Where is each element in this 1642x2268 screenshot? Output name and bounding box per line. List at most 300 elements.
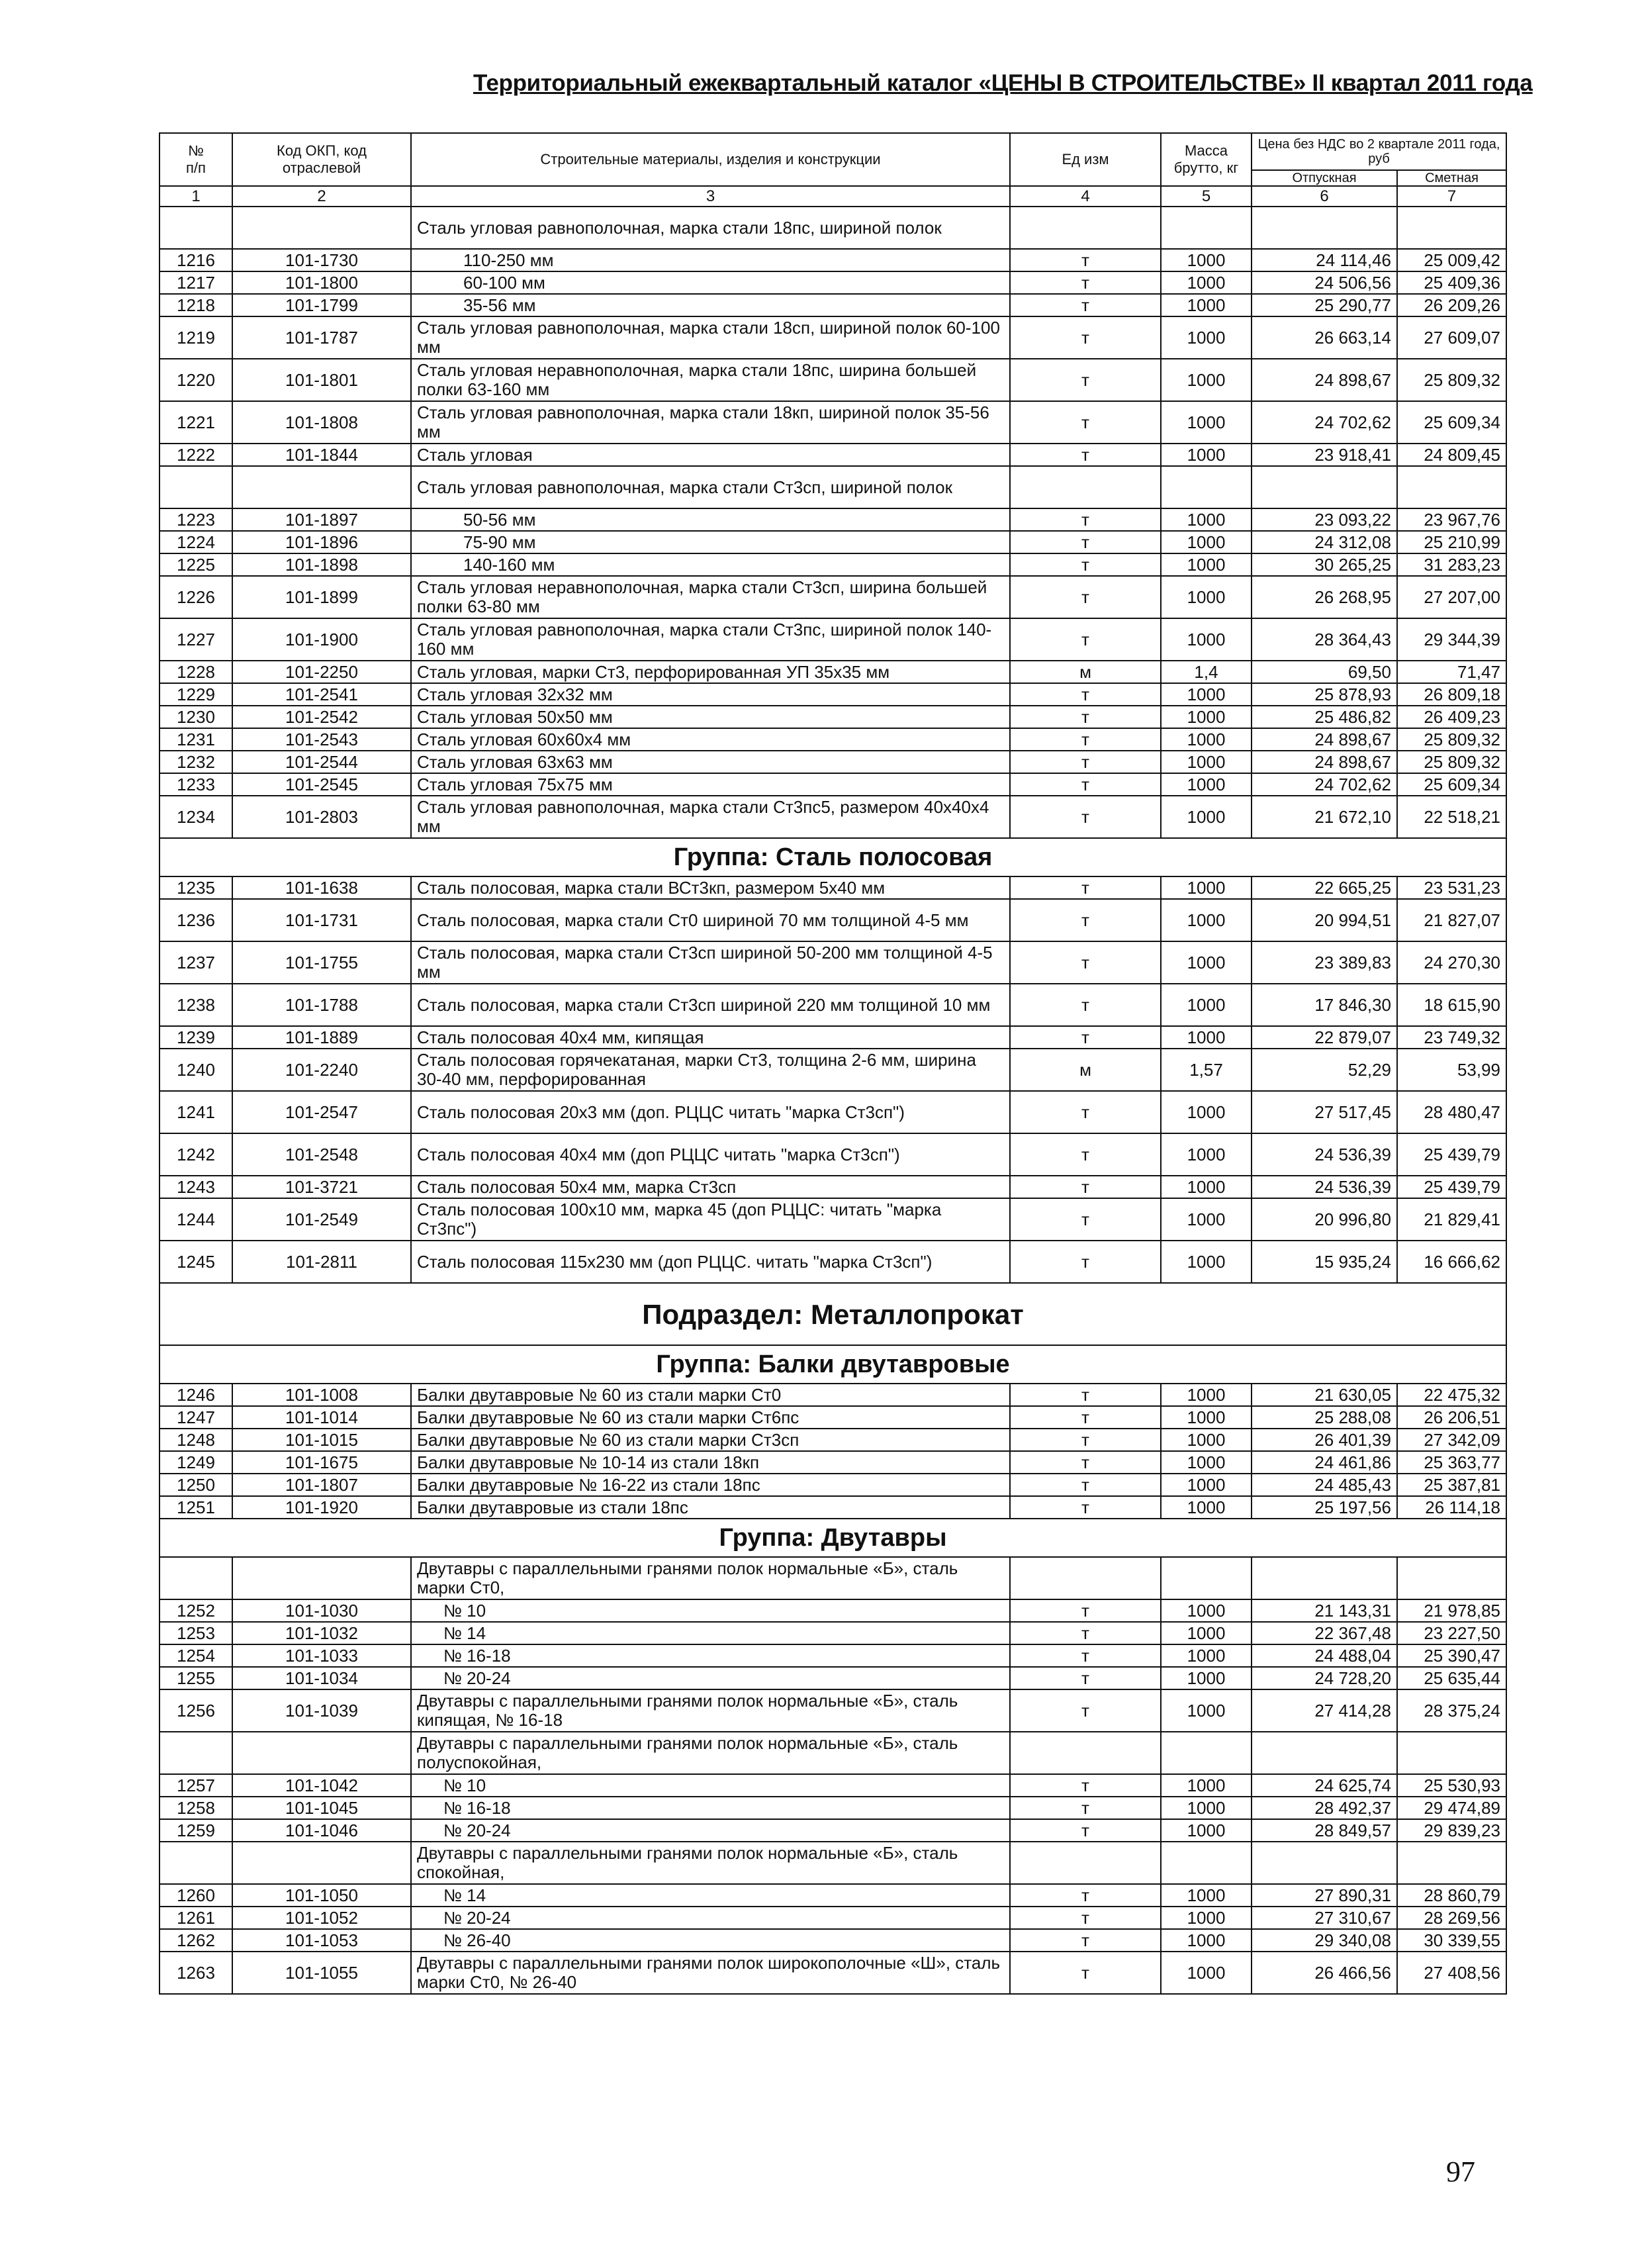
row-number: 1217 [160, 271, 232, 294]
table-row [160, 796, 1506, 838]
estimate-price: 28 269,56 [1397, 1907, 1506, 1929]
row-number: 1248 [160, 1429, 232, 1451]
unit-cell: т [1010, 1774, 1161, 1797]
unit-cell: т [1010, 706, 1161, 728]
material-description: Сталь угловая 63х63 мм [411, 751, 1010, 773]
mass-cell: 1000 [1161, 1819, 1252, 1842]
estimate-price: 31 283,23 [1397, 553, 1506, 576]
estimate-price: 24 809,45 [1397, 444, 1506, 466]
mass-cell: 1000 [1161, 1907, 1252, 1929]
table-row [160, 1133, 1506, 1176]
mass-cell: 1000 [1161, 249, 1252, 271]
estimate-price: 30 339,55 [1397, 1929, 1506, 1952]
unit-cell: т [1010, 751, 1161, 773]
row-number: 1241 [160, 1091, 232, 1133]
product-code: 101-2545 [232, 773, 411, 796]
row-number: 1226 [160, 576, 232, 618]
row-number: 1224 [160, 531, 232, 553]
unit-cell: т [1010, 1026, 1161, 1049]
product-code: 101-1787 [232, 316, 411, 359]
release-price: 25 290,77 [1252, 294, 1397, 316]
unit-cell: т [1010, 508, 1161, 531]
estimate-price: 25 609,34 [1397, 773, 1506, 796]
unit-cell [1010, 1732, 1161, 1774]
material-description: Сталь полосовая, марка стали Ст3сп шириной 220 мм толщиной 10 мм [411, 984, 1010, 1026]
column-number: 7 [1397, 186, 1506, 207]
release-price: 26 401,39 [1252, 1429, 1397, 1451]
table-row [160, 444, 1506, 466]
unit-cell: т [1010, 444, 1161, 466]
column-number: 6 [1252, 186, 1397, 207]
table-row [160, 1689, 1506, 1732]
table-row [160, 1049, 1506, 1091]
row-number: 1225 [160, 553, 232, 576]
release-price [1252, 466, 1397, 508]
release-price: 26 466,56 [1252, 1952, 1397, 1994]
release-price: 24 114,46 [1252, 249, 1397, 271]
header-price-estimate: Сметная [1397, 170, 1506, 186]
group-row [160, 1345, 1506, 1384]
unit-cell: т [1010, 796, 1161, 838]
material-description: 35-56 мм [411, 294, 1010, 316]
unit-cell: т [1010, 316, 1161, 359]
estimate-price: 21 827,07 [1397, 899, 1506, 941]
product-code: 101-2543 [232, 728, 411, 751]
column-number: 5 [1161, 186, 1252, 207]
unit-cell: т [1010, 1176, 1161, 1198]
row-number: 1239 [160, 1026, 232, 1049]
mass-cell: 1000 [1161, 531, 1252, 553]
unit-cell: т [1010, 683, 1161, 706]
unit-cell: т [1010, 1496, 1161, 1519]
row-number: 1259 [160, 1819, 232, 1842]
product-code: 101-1730 [232, 249, 411, 271]
mass-cell [1161, 207, 1252, 249]
table-row [160, 1198, 1506, 1241]
product-code: 101-1015 [232, 1429, 411, 1451]
table-row [160, 1929, 1506, 1952]
mass-cell: 1000 [1161, 618, 1252, 661]
table-row [160, 401, 1506, 444]
row-number: 1257 [160, 1774, 232, 1797]
release-price: 24 898,67 [1252, 751, 1397, 773]
material-description: Сталь угловая 32х32 мм [411, 683, 1010, 706]
unit-cell: т [1010, 1198, 1161, 1241]
estimate-price: 23 749,32 [1397, 1026, 1506, 1049]
release-price: 20 996,80 [1252, 1198, 1397, 1241]
product-code: 101-1014 [232, 1406, 411, 1429]
material-description: Двутавры с параллельными гранями полок нормальные «Б», сталь марки Ст0, [411, 1557, 1010, 1599]
release-price: 21 143,31 [1252, 1599, 1397, 1622]
table-row [160, 1732, 1506, 1774]
product-code: 101-2250 [232, 661, 411, 683]
material-description: Сталь полосовая, марка стали Ст3сп шириной 50-200 мм толщиной 4-5 мм [411, 941, 1010, 984]
material-description: Сталь угловая равнополочная, марка стали Ст3сп, шириной полок [411, 466, 1010, 508]
unit-cell [1010, 1557, 1161, 1599]
mass-cell: 1000 [1161, 1496, 1252, 1519]
unit-cell: т [1010, 1133, 1161, 1176]
release-price: 30 265,25 [1252, 553, 1397, 576]
table-row [160, 1496, 1506, 1519]
release-price: 27 310,67 [1252, 1907, 1397, 1929]
mass-cell: 1000 [1161, 1176, 1252, 1198]
row-number: 1246 [160, 1384, 232, 1406]
product-code: 101-1920 [232, 1496, 411, 1519]
estimate-price [1397, 466, 1506, 508]
mass-cell: 1000 [1161, 1198, 1252, 1241]
estimate-price: 23 531,23 [1397, 876, 1506, 899]
estimate-price: 28 375,24 [1397, 1689, 1506, 1732]
mass-cell: 1000 [1161, 984, 1252, 1026]
estimate-price: 28 480,47 [1397, 1091, 1506, 1133]
table-row [160, 1429, 1506, 1451]
unit-cell: т [1010, 1819, 1161, 1842]
unit-cell: т [1010, 271, 1161, 294]
row-number: 1245 [160, 1241, 232, 1283]
row-number: 1251 [160, 1496, 232, 1519]
unit-cell: т [1010, 1952, 1161, 1994]
table-row [160, 249, 1506, 271]
table-row [160, 1884, 1506, 1907]
table-row [160, 984, 1506, 1026]
estimate-price: 27 207,00 [1397, 576, 1506, 618]
row-number: 1263 [160, 1952, 232, 1994]
table-row [160, 618, 1506, 661]
release-price: 22 367,48 [1252, 1622, 1397, 1644]
material-description: Двутавры с параллельными гранями полок нормальные «Б», сталь спокойная, [411, 1842, 1010, 1884]
row-number: 1262 [160, 1929, 232, 1952]
unit-cell: т [1010, 1384, 1161, 1406]
estimate-price: 29 344,39 [1397, 618, 1506, 661]
material-description: Сталь полосовая 100х10 мм, марка 45 (доп РЦЦС: читать "марка Ст3пс") [411, 1198, 1010, 1241]
unit-cell: м [1010, 661, 1161, 683]
release-price [1252, 1732, 1397, 1774]
material-description: Сталь угловая 50х50 мм [411, 706, 1010, 728]
price-table [159, 132, 1507, 1995]
unit-cell: т [1010, 553, 1161, 576]
row-number: 1218 [160, 294, 232, 316]
estimate-price: 27 342,09 [1397, 1429, 1506, 1451]
release-price: 25 878,93 [1252, 683, 1397, 706]
estimate-price: 28 860,79 [1397, 1884, 1506, 1907]
unit-cell: м [1010, 1049, 1161, 1091]
group-title: Группа: Балки двутавровые [160, 1345, 1506, 1384]
row-number: 1227 [160, 618, 232, 661]
material-description: Сталь угловая неравнополочная, марка стали 18пс, ширина большей полки 63-160 мм [411, 359, 1010, 401]
unit-cell: т [1010, 1241, 1161, 1283]
estimate-price: 29 839,23 [1397, 1819, 1506, 1842]
table-row [160, 876, 1506, 899]
product-code: 101-2542 [232, 706, 411, 728]
mass-cell: 1000 [1161, 1667, 1252, 1689]
material-description: Сталь угловая равнополочная, марка стали Ст3пс5, размером 40х40х4 мм [411, 796, 1010, 838]
product-code: 101-1638 [232, 876, 411, 899]
table-row [160, 1819, 1506, 1842]
unit-cell: т [1010, 1406, 1161, 1429]
release-price: 26 268,95 [1252, 576, 1397, 618]
product-code: 101-1046 [232, 1819, 411, 1842]
unit-cell: т [1010, 1667, 1161, 1689]
material-description: 140-160 мм [411, 553, 1010, 576]
mass-cell: 1000 [1161, 899, 1252, 941]
table-row [160, 1797, 1506, 1819]
product-code: 101-3721 [232, 1176, 411, 1198]
table-row [160, 1907, 1506, 1929]
material-description: № 26-40 [411, 1929, 1010, 1952]
material-description: Балки двутавровые № 10-14 из стали 18кп [411, 1451, 1010, 1474]
material-description: Балки двутавровые из стали 18пс [411, 1496, 1010, 1519]
unit-cell: т [1010, 728, 1161, 751]
table-row [160, 1557, 1506, 1599]
material-description: Сталь угловая равнополочная, марка стали 18пс, шириной полок [411, 207, 1010, 249]
product-code: 101-2240 [232, 1049, 411, 1091]
row-number [160, 1557, 232, 1599]
mass-cell: 1000 [1161, 796, 1252, 838]
estimate-price: 27 609,07 [1397, 316, 1506, 359]
release-price: 24 702,62 [1252, 401, 1397, 444]
estimate-price: 25 439,79 [1397, 1176, 1506, 1198]
product-code: 101-1731 [232, 899, 411, 941]
mass-cell [1161, 1842, 1252, 1884]
table-row [160, 773, 1506, 796]
material-description: Сталь угловая, марки Ст3, перфорированная УП 35х35 мм [411, 661, 1010, 683]
row-number: 1261 [160, 1907, 232, 1929]
table-row [160, 1026, 1506, 1049]
estimate-price: 25 009,42 [1397, 249, 1506, 271]
row-number: 1237 [160, 941, 232, 984]
estimate-price: 27 408,56 [1397, 1952, 1506, 1994]
mass-cell: 1000 [1161, 1797, 1252, 1819]
estimate-price: 29 474,89 [1397, 1797, 1506, 1819]
product-code: 101-1034 [232, 1667, 411, 1689]
release-price: 24 536,39 [1252, 1133, 1397, 1176]
mass-cell: 1,4 [1161, 661, 1252, 683]
material-description: Сталь угловая [411, 444, 1010, 466]
release-price: 24 506,56 [1252, 271, 1397, 294]
material-description: № 10 [411, 1774, 1010, 1797]
product-code: 101-1896 [232, 531, 411, 553]
table-row [160, 706, 1506, 728]
unit-cell: т [1010, 1451, 1161, 1474]
row-number: 1234 [160, 796, 232, 838]
estimate-price: 25 409,36 [1397, 271, 1506, 294]
unit-cell: т [1010, 1474, 1161, 1496]
table-row [160, 466, 1506, 508]
row-number: 1254 [160, 1644, 232, 1667]
release-price: 20 994,51 [1252, 899, 1397, 941]
product-code: 101-1042 [232, 1774, 411, 1797]
unit-cell: т [1010, 1929, 1161, 1952]
mass-cell: 1000 [1161, 1952, 1252, 1994]
material-description: 50-56 мм [411, 508, 1010, 531]
material-description: Балки двутавровые № 60 из стали марки Ст0 [411, 1384, 1010, 1406]
row-number: 1242 [160, 1133, 232, 1176]
release-price: 24 898,67 [1252, 359, 1397, 401]
product-code: 101-1889 [232, 1026, 411, 1049]
mass-cell: 1000 [1161, 1091, 1252, 1133]
product-code: 101-1008 [232, 1384, 411, 1406]
product-code: 101-1052 [232, 1907, 411, 1929]
product-code: 101-1844 [232, 444, 411, 466]
row-number: 1249 [160, 1451, 232, 1474]
mass-cell: 1000 [1161, 1774, 1252, 1797]
material-description: Сталь угловая неравнополочная, марка стали Ст3сп, ширина большей полки 63-80 мм [411, 576, 1010, 618]
row-number: 1256 [160, 1689, 232, 1732]
release-price: 25 197,56 [1252, 1496, 1397, 1519]
row-number: 1228 [160, 661, 232, 683]
table-row [160, 1451, 1506, 1474]
estimate-price: 18 615,90 [1397, 984, 1506, 1026]
unit-cell [1010, 1842, 1161, 1884]
page-number: 97 [1446, 2155, 1475, 2188]
row-number: 1223 [160, 508, 232, 531]
product-code: 101-1055 [232, 1952, 411, 1994]
mass-cell: 1000 [1161, 941, 1252, 984]
product-code: 101-1053 [232, 1929, 411, 1952]
row-number: 1240 [160, 1049, 232, 1091]
subsection-row [160, 1283, 1506, 1345]
unit-cell: т [1010, 1599, 1161, 1622]
release-price: 24 625,74 [1252, 1774, 1397, 1797]
table-row [160, 1644, 1506, 1667]
mass-cell: 1,57 [1161, 1049, 1252, 1091]
table-row [160, 316, 1506, 359]
release-price: 29 340,08 [1252, 1929, 1397, 1952]
row-number: 1252 [160, 1599, 232, 1622]
release-price: 22 665,25 [1252, 876, 1397, 899]
estimate-price: 16 666,62 [1397, 1241, 1506, 1283]
unit-cell: т [1010, 1884, 1161, 1907]
release-price: 15 935,24 [1252, 1241, 1397, 1283]
material-description: № 20-24 [411, 1907, 1010, 1929]
table-row [160, 1622, 1506, 1644]
product-code [232, 466, 411, 508]
row-number: 1247 [160, 1406, 232, 1429]
product-code: 101-1675 [232, 1451, 411, 1474]
product-code: 101-2547 [232, 1091, 411, 1133]
column-number: 4 [1010, 186, 1161, 207]
material-description: № 20-24 [411, 1667, 1010, 1689]
material-description: Балки двутавровые № 16-22 из стали 18пс [411, 1474, 1010, 1496]
unit-cell: т [1010, 1797, 1161, 1819]
estimate-price: 23 967,76 [1397, 508, 1506, 531]
row-number: 1219 [160, 316, 232, 359]
unit-cell: т [1010, 401, 1161, 444]
mass-cell: 1000 [1161, 728, 1252, 751]
row-number: 1229 [160, 683, 232, 706]
material-description: № 16-18 [411, 1797, 1010, 1819]
material-description: Двутавры с параллельными гранями полок широкополочные «Ш», сталь марки Ст0, № 26-40 [411, 1952, 1010, 1994]
mass-cell: 1000 [1161, 401, 1252, 444]
release-price: 28 364,43 [1252, 618, 1397, 661]
release-price: 25 486,82 [1252, 706, 1397, 728]
material-description: Сталь угловая 60х60х4 мм [411, 728, 1010, 751]
table-row [160, 359, 1506, 401]
unit-cell: т [1010, 876, 1161, 899]
estimate-price: 23 227,50 [1397, 1622, 1506, 1644]
estimate-price: 25 390,47 [1397, 1644, 1506, 1667]
row-number: 1232 [160, 751, 232, 773]
material-description: № 20-24 [411, 1819, 1010, 1842]
estimate-price: 25 387,81 [1397, 1474, 1506, 1496]
estimate-price: 21 829,41 [1397, 1198, 1506, 1241]
product-code: 101-2544 [232, 751, 411, 773]
row-number: 1253 [160, 1622, 232, 1644]
row-number: 1258 [160, 1797, 232, 1819]
mass-cell: 1000 [1161, 553, 1252, 576]
table-row [160, 751, 1506, 773]
release-price: 69,50 [1252, 661, 1397, 683]
row-number [160, 1842, 232, 1884]
group-row [160, 1519, 1506, 1557]
unit-cell: т [1010, 1907, 1161, 1929]
group-row [160, 838, 1506, 876]
estimate-price: 25 609,34 [1397, 401, 1506, 444]
estimate-price: 21 978,85 [1397, 1599, 1506, 1622]
material-description: Сталь полосовая 50х4 мм, марка Ст3сп [411, 1176, 1010, 1198]
table-row [160, 1384, 1506, 1406]
mass-cell: 1000 [1161, 876, 1252, 899]
mass-cell: 1000 [1161, 1929, 1252, 1952]
group-title: Группа: Двутавры [160, 1519, 1506, 1557]
unit-cell: т [1010, 618, 1161, 661]
material-description: 75-90 мм [411, 531, 1010, 553]
estimate-price [1397, 207, 1506, 249]
material-description: Сталь полосовая, марка стали ВСт3кп, размером 5х40 мм [411, 876, 1010, 899]
mass-cell: 1000 [1161, 1599, 1252, 1622]
estimate-price: 22 475,32 [1397, 1384, 1506, 1406]
row-number [160, 1732, 232, 1774]
unit-cell: т [1010, 1689, 1161, 1732]
material-description: Двутавры с параллельными гранями полок нормальные «Б», сталь полуспокойная, [411, 1732, 1010, 1774]
release-price: 22 879,07 [1252, 1026, 1397, 1049]
estimate-price: 26 114,18 [1397, 1496, 1506, 1519]
material-description: Сталь угловая равнополочная, марка стали 18сп, шириной полок 60-100 мм [411, 316, 1010, 359]
release-price [1252, 1557, 1397, 1599]
material-description: Балки двутавровые № 60 из стали марки Ст3сп [411, 1429, 1010, 1451]
release-price: 17 846,30 [1252, 984, 1397, 1026]
column-number: 1 [160, 186, 232, 207]
row-number: 1222 [160, 444, 232, 466]
header-unit: Ед изм [1010, 133, 1161, 186]
mass-cell: 1000 [1161, 1133, 1252, 1176]
estimate-price: 26 809,18 [1397, 683, 1506, 706]
header-price-release: Отпускная [1252, 170, 1397, 186]
table-row [160, 1241, 1506, 1283]
estimate-price: 26 209,26 [1397, 294, 1506, 316]
table-row [160, 1176, 1506, 1198]
product-code: 101-2803 [232, 796, 411, 838]
release-price: 24 485,43 [1252, 1474, 1397, 1496]
mass-cell: 1000 [1161, 576, 1252, 618]
unit-cell: т [1010, 576, 1161, 618]
unit-cell: т [1010, 249, 1161, 271]
row-number: 1231 [160, 728, 232, 751]
row-number [160, 207, 232, 249]
mass-cell: 1000 [1161, 359, 1252, 401]
mass-cell: 1000 [1161, 1451, 1252, 1474]
column-number: 3 [411, 186, 1010, 207]
header-name: Строительные материалы, изделия и конструкции [411, 133, 1010, 186]
release-price [1252, 207, 1397, 249]
material-description: Сталь угловая равнополочная, марка стали Ст3пс, шириной полок 140-160 мм [411, 618, 1010, 661]
row-number: 1250 [160, 1474, 232, 1496]
estimate-price: 25 439,79 [1397, 1133, 1506, 1176]
subsection-title: Подраздел: Металлопрокат [160, 1283, 1506, 1345]
estimate-price: 71,47 [1397, 661, 1506, 683]
release-price [1252, 1842, 1397, 1884]
row-number: 1233 [160, 773, 232, 796]
